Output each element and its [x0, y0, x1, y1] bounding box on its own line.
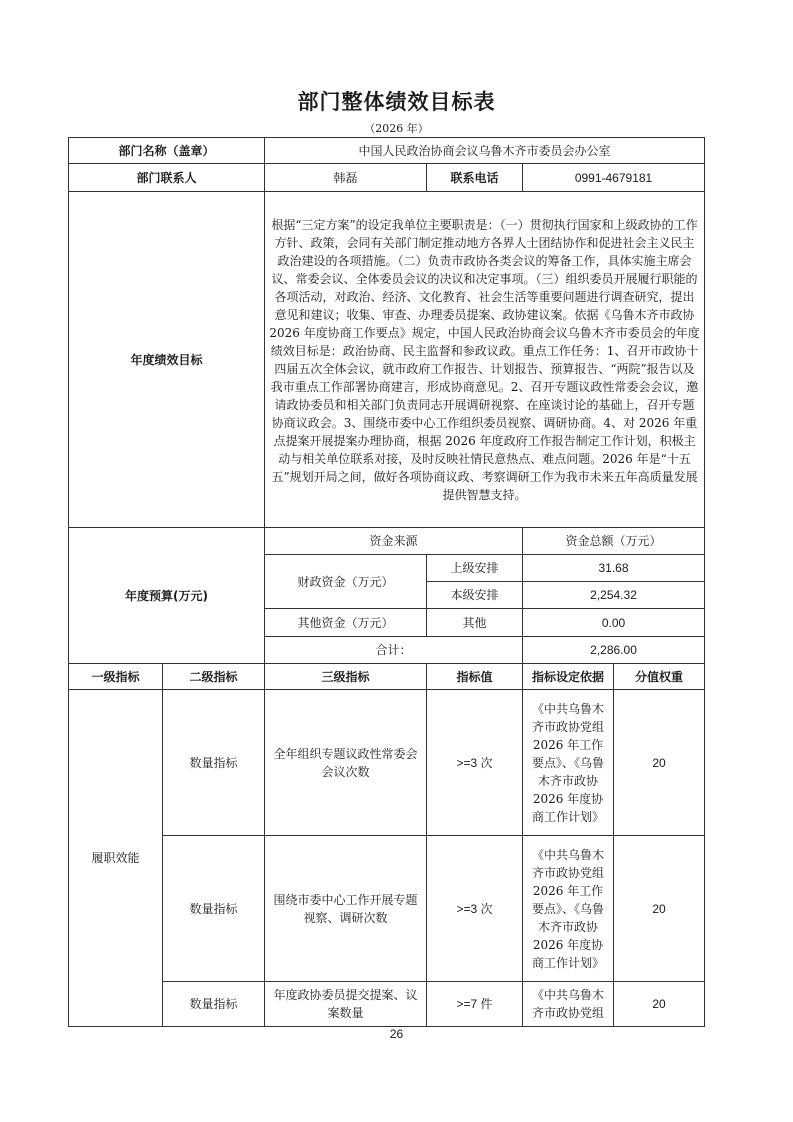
indicator-weight: 20 [614, 690, 705, 836]
annual-goal-label: 年度绩效目标 [69, 192, 265, 528]
indicator-basis: 《中共乌鲁木齐市政协党组 [523, 982, 614, 1027]
budget-amount: 31.68 [523, 555, 705, 582]
indicator-basis: 《中共乌鲁木齐市政协党组2026 年工作要点》、《乌鲁木齐市政协 2026 年度协商工作计划》 [523, 690, 614, 836]
fiscal-fund-label: 财政资金（万元） [265, 555, 427, 609]
department-name-row [69, 138, 705, 164]
indicator-level3: 年度政协委员提交提案、议案数量 [265, 982, 427, 1027]
indicator-level2: 数量指标 [163, 690, 265, 836]
indicator-value: >=7 件 [427, 982, 523, 1027]
indicator-row [69, 982, 705, 1027]
contact-label: 部门联系人 [69, 164, 265, 192]
fund-total-header: 资金总额（万元） [523, 528, 705, 555]
department-name-value: 中国人民政治协商会议乌鲁木齐市委员会办公室 [265, 138, 705, 164]
header-level1: 一级指标 [69, 664, 163, 690]
budget-sub-label: 本级安排 [427, 582, 523, 609]
indicator-value: >=3 次 [427, 836, 523, 982]
header-weight: 分值权重 [614, 664, 705, 690]
header-level2: 二级指标 [163, 664, 265, 690]
other-sub-label: 其他 [427, 609, 523, 637]
header-basis: 指标设定依据 [523, 664, 614, 690]
other-amount: 0.00 [523, 609, 705, 637]
header-level3: 三级指标 [265, 664, 427, 690]
indicator-level3: 全年组织专题议政性常委会会议次数 [265, 690, 427, 836]
year-note: （2026 年） [364, 122, 429, 135]
total-amount: 2,286.00 [523, 637, 705, 664]
budget-sub-label: 上级安排 [427, 555, 523, 582]
fund-source-header: 资金来源 [265, 528, 523, 555]
department-name-label: 部门名称（盖章） [69, 138, 265, 164]
page-title: 部门整体绩效目标表 [297, 90, 496, 114]
annual-goal-text: 根据“三定方案”的设定我单位主要职责是：（一）贯彻执行国家和上级政协的工作方针、政策，会同有关部门制定推动地方各界人士团结协作和促进社会主义民主政治建设的各项措施。（二）负责市政协各类会议的筹备工作，具体实施主席会议、常委会议、全体委员会议的决议和决定事项。（三）组织委员开展履行职能的各项活动，对政治、经济、文化教育、社会生活等重要问题进行调查研究，提出意见和建议；收集、审查、办理委员提案、政协建议案。依据《乌鲁木齐市政协2026 年度协商工作要点》规定，中国人民政治协商会议乌鲁木齐市委员会的年度绩效目标是：政治协商、民主监督和参政议政。重点工作任务：1、召开市政协十四届五次全体会议，就市政府工作报告、计划报告、预算报告、“两院”报告以及我市重点工作部署协商建言，形成协商意见。2、召开专题议政性常委会会议，邀请政协委员和相关部门负责同志开展调研视察、在座谈讨论的基础上，召开专题协商议政会。3、围绕市委中心工作组织委员视察、调研协商。4、对 2026 年重点提案开展提案办理协商，根据 2026 年度政府工作报告制定工作计划，积极主动与相关单位联系对接，及时反映社情民意热点、难点问题。2026 年是“十五五”规划开局之间，做好各项协商议政、考察调研工作为我市未来五年高质量发展提供智慧支持。 [265, 192, 705, 528]
budget-header-row [69, 528, 705, 555]
indicator-basis: 《中共乌鲁木齐市政协党组2026 年工作要点》、《乌鲁木齐市政协 2026 年度协商工作计划》 [523, 836, 614, 982]
indicator-weight: 20 [614, 982, 705, 1027]
annual-goal-row [69, 192, 705, 528]
indicator-level2: 数量指标 [163, 836, 265, 982]
indicator-row [69, 690, 705, 836]
indicator-level1: 履职效能 [69, 690, 163, 1027]
contact-value: 韩磊 [265, 164, 427, 192]
budget-amount: 2,254.32 [523, 582, 705, 609]
phone-value: 0991-4679181 [523, 164, 705, 192]
indicator-header-row [69, 664, 705, 690]
indicator-level2: 数量指标 [163, 982, 265, 1027]
phone-label: 联系电话 [427, 164, 523, 192]
total-label: 合计： [265, 637, 523, 664]
performance-table [68, 137, 705, 1027]
indicator-row [69, 836, 705, 982]
indicator-value: >=3 次 [427, 690, 523, 836]
indicator-weight: 20 [614, 836, 705, 982]
budget-label: 年度预算(万元) [69, 528, 265, 664]
header-value: 指标值 [427, 664, 523, 690]
other-fund-label: 其他资金（万元） [265, 609, 427, 637]
department-contact-row [69, 164, 705, 192]
page-number: 26 [389, 1027, 404, 1041]
indicator-level3: 围绕市委中心工作开展专题视察、调研次数 [265, 836, 427, 982]
